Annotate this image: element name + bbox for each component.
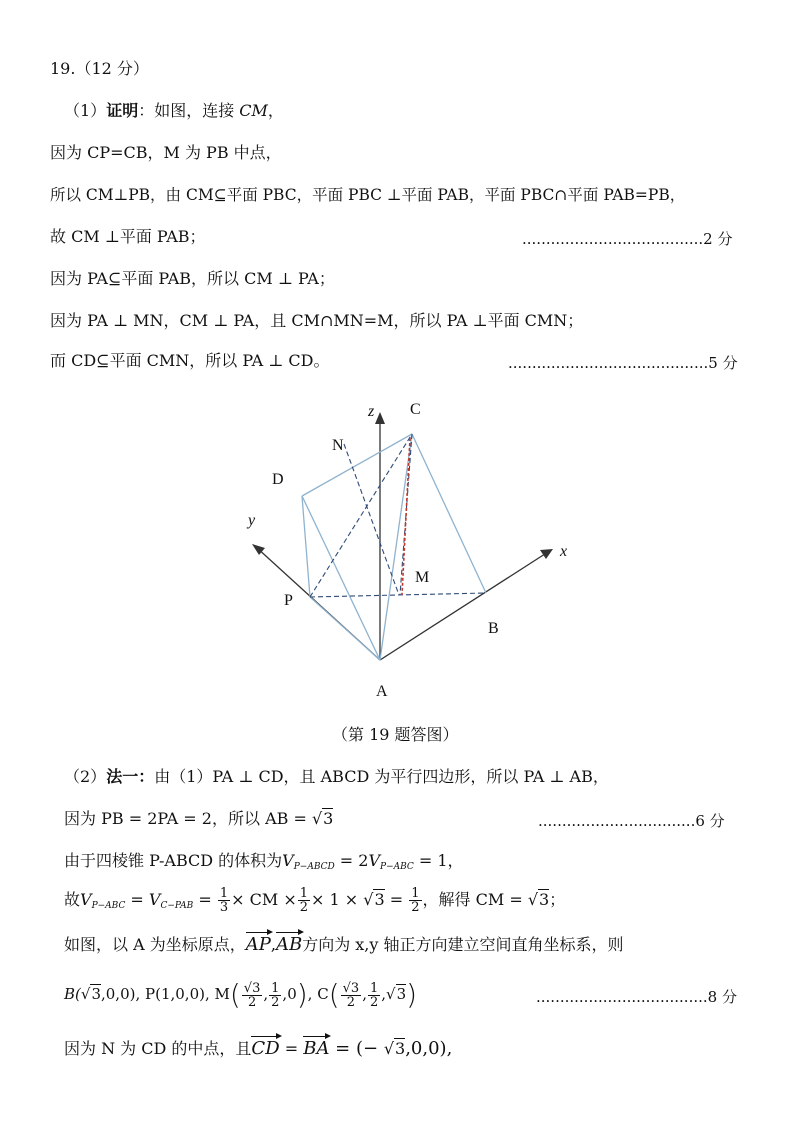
geometry-figure [240, 392, 570, 702]
v-sub-pabc-2: P−ABC [91, 901, 126, 911]
cm-label: CM [239, 101, 268, 120]
part2-line5-text: 如图，以 A 为坐标原点， [64, 935, 246, 954]
part2-line6: B(√3,0,0), P(1,0,0), M( $\frac{√3}{2}$ , $\frac{1}{2}$ ,0), C( $\frac{√3}{2}$ , $\frac{1}{2}$ ,√3) [64, 978, 418, 1011]
v-sub-pabc: P−ABC [380, 862, 414, 872]
part2-line3: 由于四棱锥 P-ABCD 的体积为$V_{P-ABCD} = 2V_{P-ABC} = 1$， [64, 851, 464, 872]
coord-c-label: , C [307, 985, 329, 1003]
part2-line5: 如图，以 A 为坐标原点，AP,AB方向为 x,y 轴正方向建立空间直角坐标系，则 [64, 934, 624, 955]
m-frac-y: $\frac{1}{2}$ [271, 980, 280, 1010]
frac-one-third: $\frac{1}{3}$ [219, 886, 229, 915]
edge-pa [310, 597, 380, 660]
label-c: C [410, 401, 421, 418]
score-6: .................................6 分 [538, 812, 725, 830]
part1-prefix: （1） [64, 101, 107, 120]
vector-ba: BA [303, 1038, 330, 1059]
part1-line3: 所以 CM⊥PB，由 CM⊆平面 PBC，平面 PBC ⊥平面 PAB，平面 PBC∩平面 PAB=PB， [50, 186, 686, 204]
c-frac-y: $\frac{1}{2}$ [369, 980, 379, 1010]
part2-line1-rest: 由（1）PA ⊥ CD，且 ABCD 为平行四边形，所以 PA ⊥ AB， [154, 767, 609, 786]
part1-line1 [64, 100, 284, 122]
times-cm: × CM × [231, 890, 297, 909]
part1-line4: 故 CM ⊥平面 PAB； [50, 227, 206, 246]
score-5: ..........................................5 分 [508, 354, 738, 372]
hidden-pc [310, 434, 412, 597]
c-frac-x: $\frac{√3}{2}$ [342, 980, 360, 1010]
part1-line6: 因为 PA ⊥ MN，CM ⊥ PA，且 CM∩MN=M，所以 PA ⊥平面 CMN； [50, 311, 584, 330]
part2-line5-rest: 方向为 x,y 轴正方向建立空间直角坐标系，则 [302, 935, 624, 954]
z-axis-arrow [375, 412, 385, 424]
edge-dc [302, 434, 412, 496]
label-p: P [284, 592, 293, 609]
v-sub-cpab: C−PAB [160, 901, 194, 911]
part2-line3-text: 由于四棱锥 P-ABCD 的体积为 [64, 851, 283, 870]
vector-ab: AB [275, 934, 303, 955]
label-b: B [488, 620, 499, 637]
part2-line4: 故$V_{P-ABC} = V_{C-PAB}$ = $\frac{1}{3}$ × CM × $\frac{1}{2}$ × 1 × √3 = $\frac{1}{2}$ ，解得 CM = √3； [64, 886, 566, 915]
score-8: ....................................8 分 [536, 988, 737, 1006]
eq-1: = 1， [413, 851, 464, 870]
part1-line1-rest: ：如图，连接 [138, 101, 240, 120]
vector-cd: CD [251, 1038, 280, 1059]
sqrt-3-c: 3 [396, 985, 407, 1003]
label-d: D [272, 471, 284, 488]
sqrt-3-cm: 3 [539, 890, 550, 909]
label-n: N [332, 437, 344, 454]
edge-da [302, 496, 380, 660]
label-x: x [560, 543, 568, 560]
x-axis [380, 552, 548, 660]
sqrt-3-vol: 3 [374, 890, 385, 909]
hidden-pb [310, 593, 486, 597]
label-a: A [376, 683, 388, 700]
method-label: 法一： [106, 767, 155, 786]
coord-pm: ,0,0), P(1,0,0), M [100, 985, 230, 1003]
part2-prefix: （2） [64, 767, 107, 786]
vector-eq-open: = (− [329, 1038, 384, 1059]
eq-2: = 2 [334, 851, 369, 870]
edge-ca [380, 434, 412, 660]
coord-b-open: B( [64, 985, 81, 1003]
sqrt-3-ab: 3 [323, 809, 334, 828]
v-sub-pabcd: P−ABCD [293, 862, 335, 872]
x-axis-arrow [540, 549, 553, 559]
vector-eq-close: ,0,0), [405, 1038, 453, 1059]
frac-one-half-result: $\frac{1}{2}$ [411, 886, 420, 915]
proof-label: 证明 [106, 101, 139, 120]
hidden-nm [344, 444, 399, 595]
times-one: × 1 × [311, 890, 364, 909]
vector-ap: AP [245, 934, 271, 955]
sqrt-3-cd: 3 [395, 1039, 406, 1058]
part2-line7: 因为 N 为 CD 的中点，且CD = BA = (− √3,0,0), [64, 1038, 453, 1059]
part2-line1 [64, 766, 609, 788]
part2-line2-text: 因为 PB = 2PA = 2，所以 AB = [64, 809, 312, 828]
label-m: M [415, 569, 430, 586]
m-frac-x: $\frac{√3}{2}$ [243, 980, 261, 1010]
frac-one-half: $\frac{1}{2}$ [299, 886, 309, 915]
sqrt-3-b: 3 [91, 985, 101, 1003]
problem-number: 19.（12 分） [50, 59, 149, 78]
solve-text: ，解得 CM = [422, 890, 528, 909]
part2-line7-text: 因为 N 为 CD 的中点，且 [64, 1039, 252, 1058]
label-z: z [368, 403, 375, 420]
part1-line1-end: ， [267, 101, 284, 120]
part1-line2: 因为 CP=CB，M 为 PB 中点， [50, 143, 282, 162]
figure-caption: （第 19 题答图） [332, 725, 459, 744]
part2-line2: 因为 PB = 2PA = 2，所以 AB = √3 [64, 809, 334, 828]
therefore-label: 故 [64, 890, 81, 909]
part1-line5: 因为 PA⊆平面 PAB，所以 CM ⊥ PA； [50, 269, 335, 288]
part1-line7: 而 CD⊆平面 CMN，所以 PA ⊥ CD。 [50, 351, 330, 370]
label-y: y [248, 512, 256, 529]
score-2: ......................................2 分 [522, 230, 733, 248]
v-symbol: V [282, 851, 294, 870]
